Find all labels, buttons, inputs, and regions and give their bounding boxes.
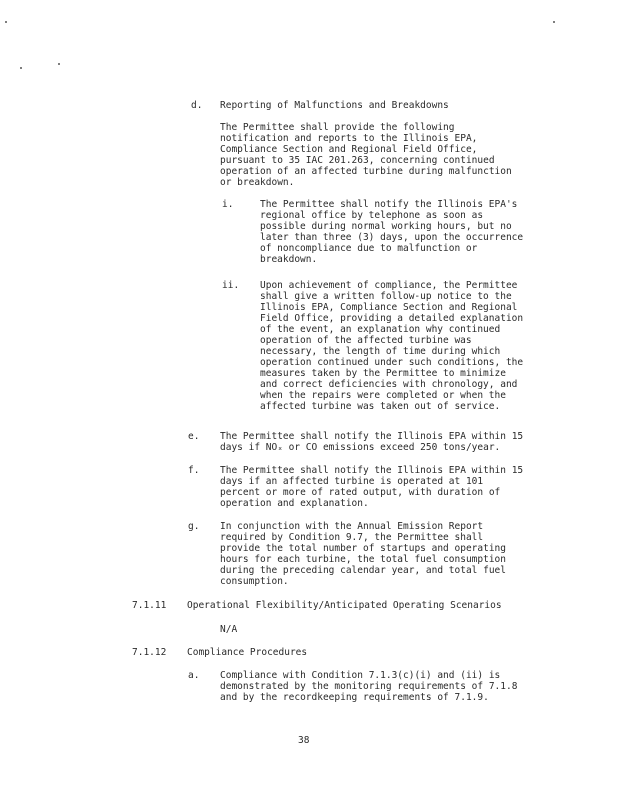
section-d-body <box>220 122 512 188</box>
body-line: Illinois EPA, Compliance Section and Regional <box>260 302 518 313</box>
body-line: and correct deficiencies with chronology, and <box>260 379 518 390</box>
body-line: Field Office, providing a detailed explanation <box>260 313 524 324</box>
body-line: The Permittee shall notify the Illinois EPA within 15 <box>220 431 524 442</box>
body-line: consumption. <box>220 576 289 587</box>
section-f-marker: f. <box>188 465 200 476</box>
section-d-marker: d. <box>191 100 203 111</box>
body-line: necessary, the length of time during which <box>260 346 501 357</box>
body-line: Upon achievement of compliance, the Permittee <box>260 280 518 291</box>
scan-speck <box>20 67 22 69</box>
body-line: operation and explanation. <box>220 498 369 509</box>
body-line: during the preceding calendar year, and total fuel <box>220 565 506 576</box>
body-line: required by Condition 9.7, the Permittee shall <box>220 532 484 543</box>
body-line: breakdown. <box>260 254 318 265</box>
section-7-1-11-number: 7.1.11 <box>132 600 167 611</box>
body-line: notification and reports to the Illinois EPA, <box>220 133 478 144</box>
section-7-1-12-a-marker: a. <box>188 670 200 681</box>
body-line: Compliance with Condition 7.1.3(c)(i) and (ii) is <box>220 670 501 681</box>
item-ii-marker: ii. <box>222 280 240 291</box>
body-line: percent or more of rated output, with duration of <box>220 487 501 498</box>
section-7-1-12-a-text <box>220 670 517 703</box>
body-line: and by the recordkeeping requirements of 7.1.9. <box>220 692 489 703</box>
body-line: regional office by telephone as soon as <box>260 210 484 221</box>
body-line: Compliance Section and Regional Field Office, <box>220 144 478 155</box>
section-d-heading: Reporting of Malfunctions and Breakdowns <box>220 100 449 111</box>
section-e-marker: e. <box>188 431 200 442</box>
body-line: The Permittee shall notify the Illinois EPA's <box>260 199 518 210</box>
body-line: demonstrated by the monitoring requirements of 7.1.8 <box>220 681 518 692</box>
body-line: days if an affected turbine is operated at 101 <box>220 476 484 487</box>
body-line: when the repairs were completed or when the <box>260 390 506 401</box>
section-7-1-12-heading: Compliance Procedures <box>187 647 308 658</box>
body-line: affected turbine was taken out of service. <box>260 401 501 412</box>
scan-speck <box>553 21 555 23</box>
scan-speck <box>58 63 60 65</box>
body-line: measures taken by the Permittee to minimize <box>260 368 506 379</box>
body-line: of noncompliance due to malfunction or <box>260 243 478 254</box>
section-7-1-12-number: 7.1.12 <box>132 647 167 658</box>
body-line: shall give a written follow-up notice to the <box>260 291 512 302</box>
body-line: or breakdown. <box>220 177 295 188</box>
body-line: The Permittee shall provide the following <box>220 122 455 133</box>
body-line: days if NOₓ or CO emissions exceed 250 tons/year. <box>220 442 501 453</box>
scan-speck <box>5 21 7 23</box>
body-line: hours for each turbine, the total fuel consumption <box>220 554 506 565</box>
section-g-text <box>220 521 506 587</box>
item-i-marker: i. <box>222 199 234 210</box>
body-line: pursuant to 35 IAC 201.263, concerning continued <box>220 155 495 166</box>
body-line: possible during normal working hours, but no <box>260 221 512 232</box>
item-i-text <box>260 199 523 265</box>
page-number: 38 <box>298 735 310 746</box>
section-e-text <box>220 431 523 453</box>
item-ii-text <box>260 280 523 412</box>
section-f-text <box>220 465 523 509</box>
body-line: provide the total number of startups and operating <box>220 543 506 554</box>
body-line: operation continued under such conditions, the <box>260 357 524 368</box>
body-line: of the event, an explanation why continued <box>260 324 501 335</box>
section-7-1-11-body: N/A <box>220 624 238 635</box>
body-line: operation of an affected turbine during malfunction <box>220 166 512 177</box>
section-g-marker: g. <box>188 521 200 532</box>
body-line: In conjunction with the Annual Emission Report <box>220 521 484 532</box>
body-line: The Permittee shall notify the Illinois EPA within 15 <box>220 465 524 476</box>
section-7-1-11-heading: Operational Flexibility/Anticipated Operating Scenarios <box>187 600 502 611</box>
body-line: operation of the affected turbine was <box>260 335 472 346</box>
body-line: later than three (3) days, upon the occurrence <box>260 232 524 243</box>
